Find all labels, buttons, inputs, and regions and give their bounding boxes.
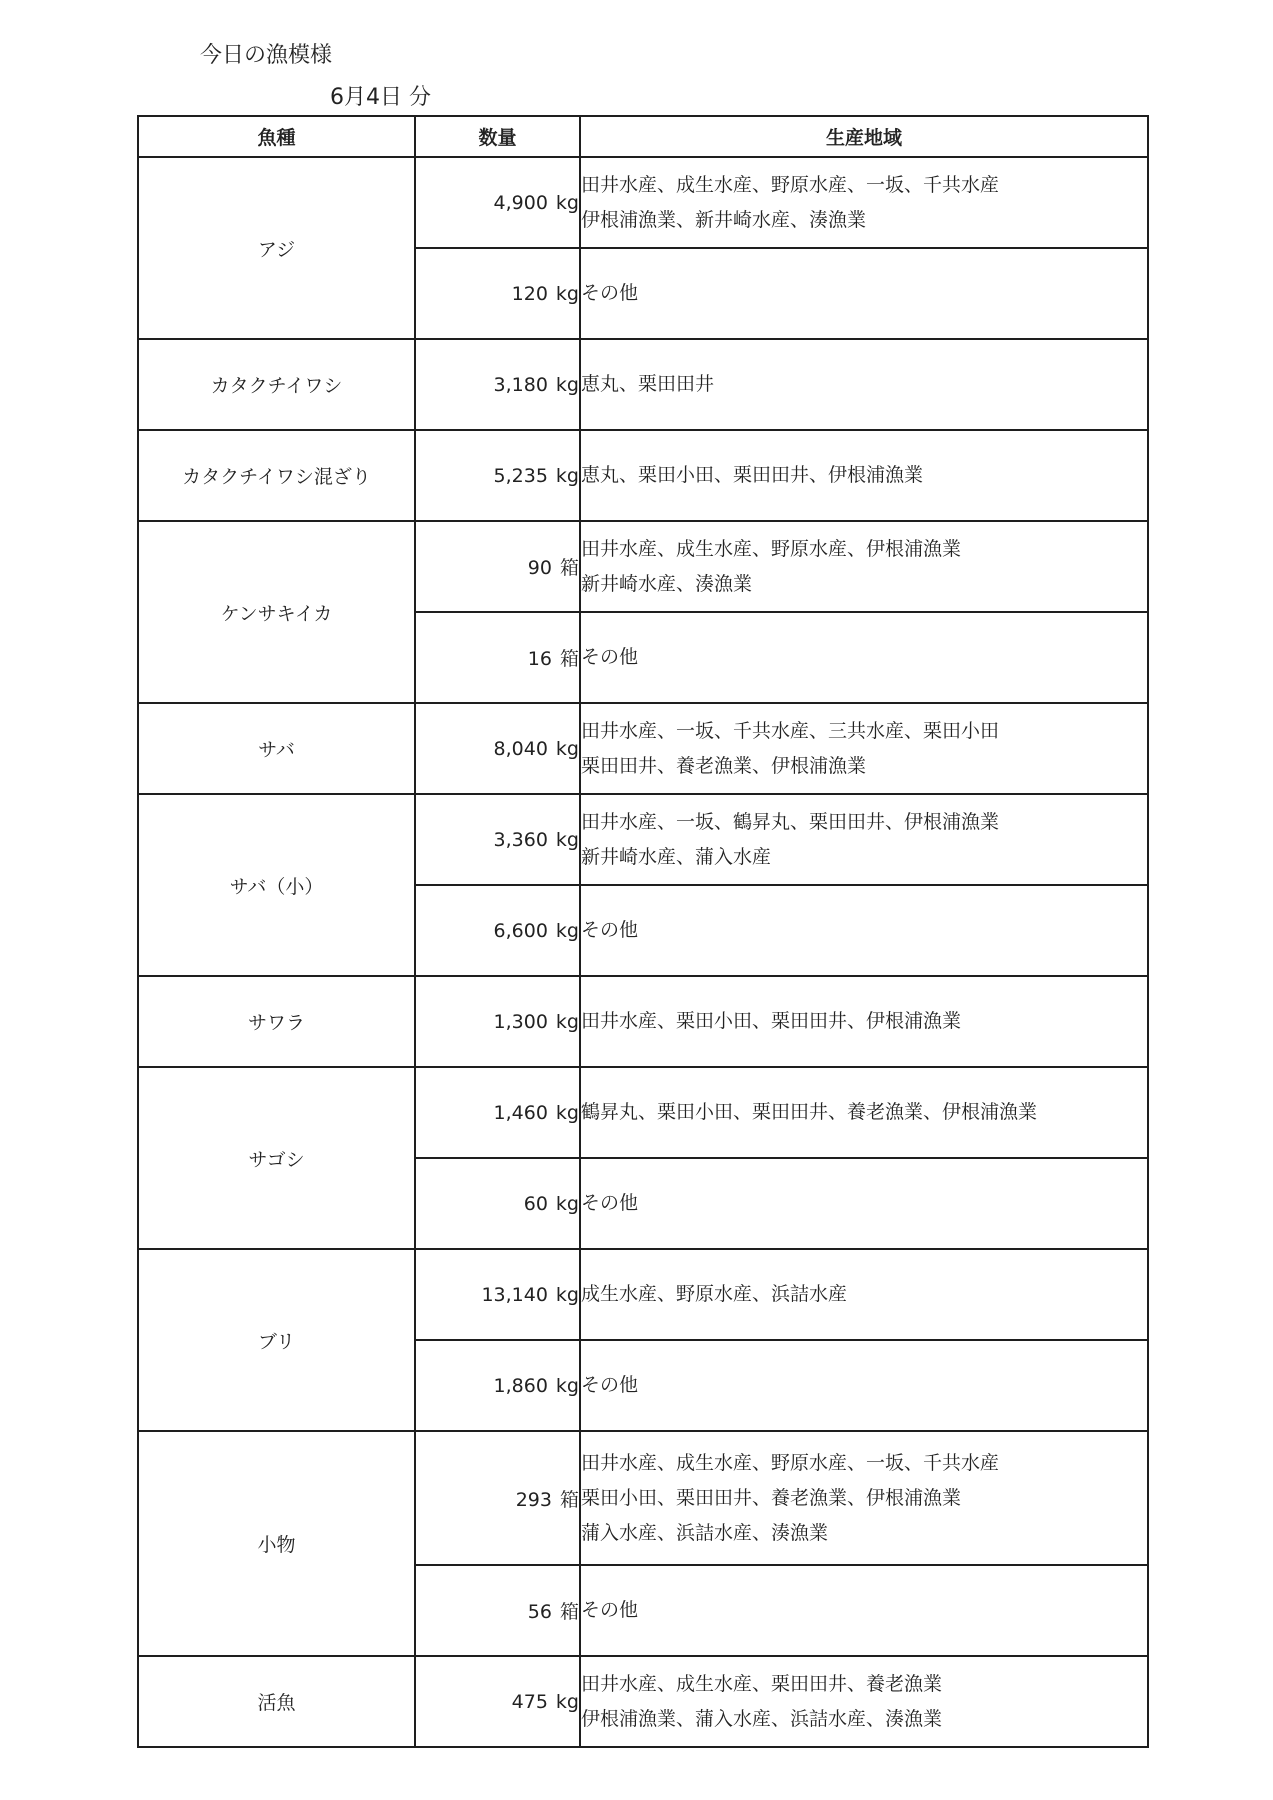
quantity-cell	[415, 1158, 580, 1249]
region-line: 鶴昇丸、栗田小田、栗田田井、養老漁業、伊根浦漁業	[581, 1101, 1038, 1123]
region-cell	[580, 1656, 1148, 1747]
region-line: 田井水産、一坂、千共水産、三共水産、栗田小田	[581, 719, 1000, 742]
catch-table	[137, 115, 1149, 1748]
quantity-unit: 箱	[559, 1488, 579, 1511]
region-cell	[580, 339, 1148, 430]
quantity-value: 120	[511, 282, 548, 305]
quantity-cell	[415, 1340, 580, 1431]
quantity-cell	[415, 1565, 580, 1656]
region-cell	[580, 703, 1148, 794]
quantity-value: 8,040	[493, 737, 548, 760]
table-row	[138, 430, 1148, 521]
quantity-unit: kg	[555, 1374, 579, 1397]
table-row	[138, 794, 1148, 885]
quantity-value: 6,600	[493, 919, 548, 942]
region-cell	[580, 248, 1148, 339]
region-line: 恵丸、栗田田井	[581, 373, 715, 395]
region-line: その他	[581, 646, 639, 668]
species-cell: 活魚	[138, 1656, 415, 1747]
table-row	[138, 703, 1148, 794]
region-cell	[580, 1067, 1148, 1158]
quantity-unit: kg	[555, 1690, 579, 1713]
quantity-unit: kg	[555, 1010, 579, 1033]
quantity-value: 5,235	[493, 464, 548, 487]
quantity-value: 60	[523, 1192, 548, 1215]
region-line: 田井水産、成生水産、野原水産、一坂、千共水産	[581, 1451, 1000, 1474]
quantity-cell	[415, 157, 580, 248]
quantity-value: 1,300	[493, 1010, 548, 1033]
species-cell: ブリ	[138, 1249, 415, 1431]
region-line: 新井崎水産、湊漁業	[581, 572, 753, 595]
region-cell	[580, 1565, 1148, 1656]
region-line: 田井水産、成生水産、野原水産、一坂、千共水産	[581, 173, 1000, 196]
quantity-unit: 箱	[559, 557, 579, 579]
quantity-unit: kg	[555, 191, 579, 214]
quantity-cell	[415, 430, 580, 521]
quantity-unit: 箱	[559, 648, 579, 670]
quantity-unit: kg	[555, 828, 579, 851]
table-row	[138, 521, 1148, 612]
species-cell: カタクチイワシ	[138, 339, 415, 430]
page-title: 今日の漁模様	[200, 43, 333, 68]
quantity-value: 293	[515, 1488, 552, 1511]
quantity-cell	[415, 794, 580, 885]
region-line: 新井崎水産、蒲入水産	[581, 845, 772, 868]
table-row	[138, 1431, 1148, 1565]
region-line: その他	[581, 1374, 639, 1396]
region-line: 恵丸、栗田小田、栗田田井、伊根浦漁業	[581, 464, 924, 486]
species-cell: サバ（小）	[138, 794, 415, 976]
region-line: 栗田小田、栗田田井、養老漁業、伊根浦漁業	[581, 1486, 962, 1509]
region-cell	[580, 1158, 1148, 1249]
region-cell	[580, 1431, 1148, 1565]
quantity-value: 16	[527, 648, 552, 670]
table-row	[138, 976, 1148, 1067]
table-row	[138, 1656, 1148, 1747]
quantity-cell	[415, 1431, 580, 1565]
header-quantity: 数量	[415, 116, 580, 157]
table-row	[138, 1249, 1148, 1340]
region-cell	[580, 976, 1148, 1067]
quantity-value: 13,140	[481, 1283, 548, 1306]
region-line: 伊根浦漁業、新井崎水産、湊漁業	[581, 208, 867, 231]
region-line: 田井水産、栗田小田、栗田田井、伊根浦漁業	[581, 1010, 962, 1032]
region-line: 成生水産、野原水産、浜詰水産	[581, 1283, 848, 1305]
quantity-cell	[415, 976, 580, 1067]
quantity-value: 3,360	[493, 828, 548, 851]
species-cell: サバ	[138, 703, 415, 794]
region-cell	[580, 157, 1148, 248]
header-species: 魚種	[138, 116, 415, 157]
species-cell: サワラ	[138, 976, 415, 1067]
region-cell	[580, 885, 1148, 976]
quantity-unit: kg	[555, 1192, 579, 1215]
quantity-cell	[415, 1067, 580, 1158]
quantity-unit: kg	[555, 919, 579, 942]
quantity-cell	[415, 339, 580, 430]
quantity-value: 4,900	[493, 191, 548, 214]
quantity-unit: kg	[555, 373, 579, 396]
region-line: その他	[581, 1192, 639, 1214]
region-cell	[580, 794, 1148, 885]
quantity-cell	[415, 1249, 580, 1340]
region-line: その他	[581, 282, 639, 304]
quantity-cell	[415, 703, 580, 794]
species-cell: カタクチイワシ混ざり	[138, 430, 415, 521]
quantity-cell	[415, 1656, 580, 1747]
region-line: 田井水産、成生水産、栗田田井、養老漁業	[581, 1672, 943, 1695]
table-row	[138, 339, 1148, 430]
quantity-value: 3,180	[493, 373, 548, 396]
species-cell: 小物	[138, 1431, 415, 1656]
quantity-value: 1,460	[493, 1101, 548, 1124]
quantity-value: 90	[527, 557, 552, 579]
species-cell: アジ	[138, 157, 415, 339]
table-row	[138, 1067, 1148, 1158]
table-row	[138, 157, 1148, 248]
table-header-row	[138, 116, 1148, 157]
quantity-cell	[415, 612, 580, 703]
report-date: 6月4日 分	[330, 85, 431, 110]
quantity-cell	[415, 248, 580, 339]
region-line: その他	[581, 919, 639, 941]
quantity-unit: 箱	[559, 1601, 579, 1623]
quantity-cell	[415, 885, 580, 976]
quantity-cell	[415, 521, 580, 612]
species-cell: サゴシ	[138, 1067, 415, 1249]
quantity-value: 475	[511, 1690, 548, 1713]
quantity-unit: kg	[555, 737, 579, 760]
quantity-value: 56	[527, 1601, 552, 1623]
region-line: 蒲入水産、浜詰水産、湊漁業	[581, 1521, 829, 1544]
quantity-unit: kg	[555, 464, 579, 487]
region-cell	[580, 1340, 1148, 1431]
region-line: 田井水産、一坂、鶴昇丸、栗田田井、伊根浦漁業	[581, 810, 1000, 833]
quantity-unit: kg	[555, 282, 579, 305]
region-line: 伊根浦漁業、蒲入水産、浜詰水産、湊漁業	[581, 1707, 943, 1730]
region-cell	[580, 521, 1148, 612]
quantity-unit: kg	[555, 1283, 579, 1306]
region-line: 栗田田井、養老漁業、伊根浦漁業	[581, 754, 867, 777]
region-cell	[580, 612, 1148, 703]
region-line: 田井水産、成生水産、野原水産、伊根浦漁業	[581, 537, 962, 560]
species-cell: ケンサキイカ	[138, 521, 415, 703]
region-cell	[580, 1249, 1148, 1340]
region-line: その他	[581, 1599, 639, 1621]
table-body	[138, 157, 1148, 1747]
quantity-value: 1,860	[493, 1374, 548, 1397]
region-cell	[580, 430, 1148, 521]
header-region: 生産地域	[580, 116, 1148, 157]
quantity-unit: kg	[555, 1101, 579, 1124]
